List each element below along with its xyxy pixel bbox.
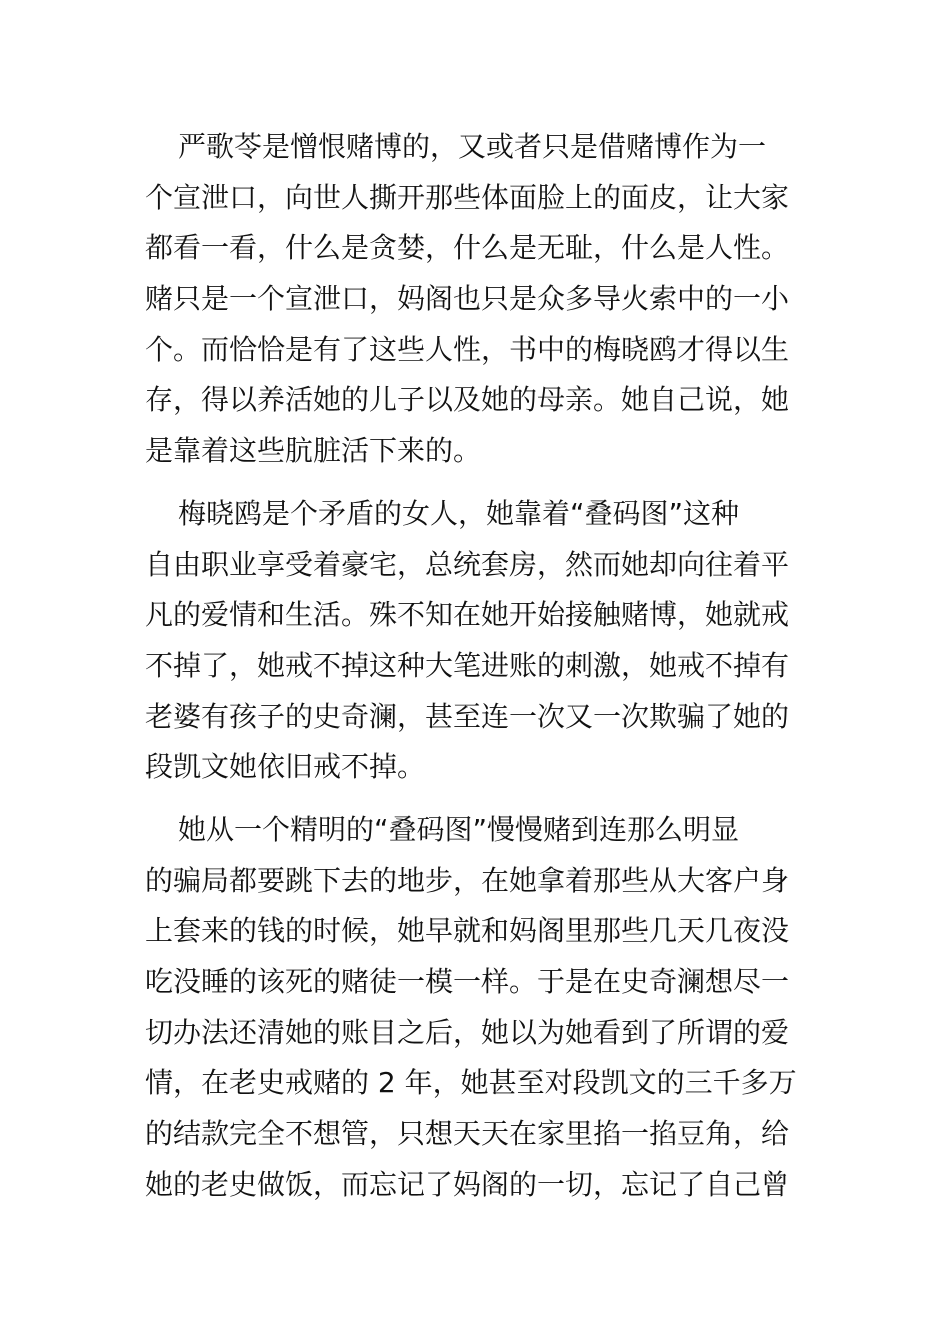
text-line: 她从一个精明的“叠码图”慢慢赌到连那么明显	[178, 812, 740, 846]
text-line: 梅晓鸥是个矛盾的女人，她靠着“叠码图”这种	[178, 496, 740, 530]
text-line: 段凯文她依旧戒不掉。	[145, 750, 426, 784]
paragraph-1	[145, 122, 810, 477]
text-line: 上套来的钱的时候，她早就和妈阁里那些几天几夜没	[145, 914, 790, 948]
text-line: 是靠着这些肮脏活下来的。	[145, 434, 482, 468]
text-line: 严歌苓是憎恨赌博的，又或者只是借赌博作为一	[178, 130, 767, 163]
text-line: 个。而恰恰是有了这些人性，书中的梅晓鸥才得以生	[145, 332, 790, 366]
text-line: 不掉了，她戒不掉这种大笔进账的刺激，她戒不掉有	[145, 648, 790, 682]
text-line: 赌只是一个宣泄口，妈阁也只是众多导火索中的一小	[145, 282, 790, 316]
text-line: 情，在老史戒赌的 2 年，她甚至对段凯文的三千多万	[145, 1066, 797, 1100]
text-line: 自由职业享受着豪宅，总统套房，然而她却向往着平	[145, 547, 790, 581]
text-line: 个宣泄口，向世人撕开那些体面脸上的面皮，让大家	[145, 180, 790, 214]
text-line: 存，得以养活她的儿子以及她的母亲。她自己说，她	[145, 383, 790, 417]
text-line: 都看一看，什么是贪婪，什么是无耻，什么是人性。	[145, 231, 790, 265]
text-line: 的骗局都要跳下去的地步，在她拿着那些从大客户身	[145, 863, 790, 897]
article-body	[145, 122, 810, 1222]
paragraph-3	[145, 805, 810, 1211]
text-line: 老婆有孩子的史奇澜，甚至连一次又一次欺骗了她的	[145, 699, 790, 733]
text-line: 凡的爱情和生活。殊不知在她开始接触赌博，她就戒	[145, 598, 790, 632]
text-line: 她的老史做饭，而忘记了妈阁的一切，忘记了自己曾	[145, 1167, 790, 1201]
paragraph-2	[145, 489, 810, 793]
text-line: 切办法还清她的账目之后，她以为她看到了所谓的爱	[145, 1015, 790, 1049]
text-line: 吃没睡的该死的赌徒一模一样。于是在史奇澜想尽一	[145, 965, 790, 998]
text-line: 的结款完全不想管，只想天天在家里掐一掐豆角，给	[145, 1117, 790, 1151]
